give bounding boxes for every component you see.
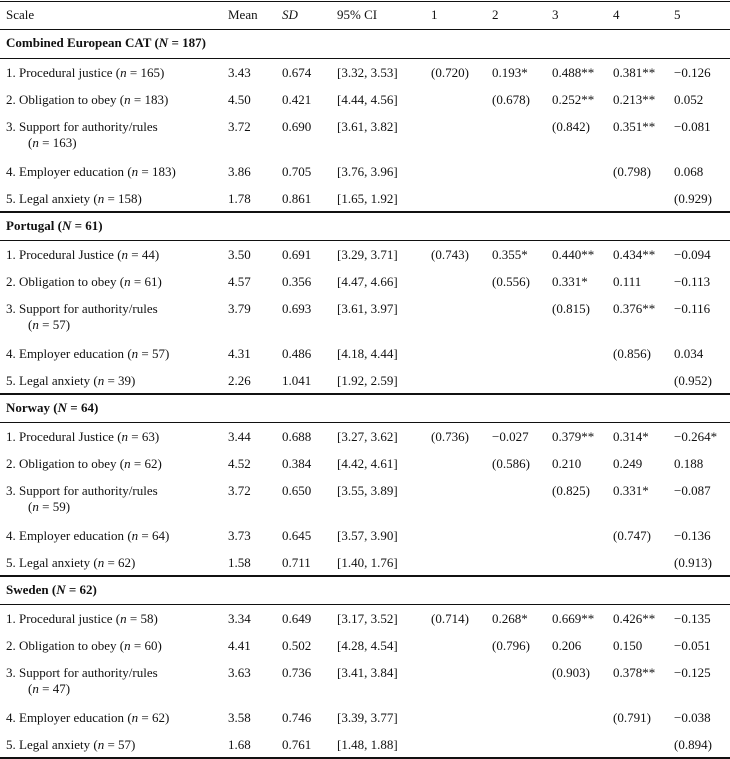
c5-cell: 0.052	[674, 91, 704, 107]
table-row	[0, 731, 730, 758]
section-title: Sweden (N = 62)	[0, 576, 730, 605]
c5-cell: −0.264*	[674, 429, 718, 444]
c1-cell	[425, 659, 486, 704]
c2-cell	[486, 549, 546, 576]
c5-cell: −0.116	[674, 300, 711, 316]
table-row	[0, 632, 730, 659]
scale-label: 1. Procedural justice (n = 58)	[6, 611, 158, 626]
c1-cell	[425, 268, 486, 295]
c5-cell: −0.038	[674, 709, 711, 725]
sd-cell: 0.693	[282, 300, 312, 316]
c4-cell: 0.314*	[613, 429, 649, 444]
c1-cell	[425, 704, 486, 731]
c2-cell	[486, 477, 546, 522]
column-header: Scale	[0, 2, 222, 30]
c1-cell	[425, 522, 486, 549]
column-header: SD	[276, 2, 331, 30]
scale-cell	[0, 158, 222, 185]
scale-label: 1. Procedural justice (n = 165)	[6, 65, 165, 80]
sd-cell: 0.502	[282, 637, 312, 653]
scale-cell	[0, 86, 222, 113]
column-header: 2	[486, 2, 546, 30]
ci-cell: [3.61, 3.82]	[337, 118, 398, 134]
c1-cell: (0.720)	[431, 65, 469, 80]
scale-label: 2. Obligation to obey (n = 62)	[6, 455, 162, 471]
table-row	[0, 241, 730, 268]
mean-cell: 3.86	[228, 163, 251, 179]
mean-cell: 3.44	[228, 429, 251, 444]
ci-cell: [1.48, 1.88]	[331, 731, 425, 758]
c4-cell: (0.856)	[613, 345, 651, 361]
mean-cell: 1.78	[228, 190, 251, 206]
c4-cell: 0.376**	[613, 300, 656, 316]
c4-cell: 0.111	[613, 273, 642, 289]
c1-cell	[425, 367, 486, 394]
c2-cell	[486, 659, 546, 704]
scale-cell	[0, 632, 222, 659]
c4-cell: 0.381**	[613, 65, 656, 80]
scale-cell	[0, 113, 222, 158]
ci-cell: [1.65, 1.92]	[337, 190, 398, 206]
sd-cell: 0.356	[282, 273, 312, 289]
scale-cell	[0, 731, 222, 758]
mean-cell: 3.79	[228, 300, 251, 316]
mean-cell: 4.31	[228, 345, 251, 361]
c2-cell	[486, 704, 546, 731]
mean-cell: 4.57	[228, 273, 251, 289]
c5-cell: 0.034	[674, 345, 704, 361]
c5-cell: (0.929)	[674, 190, 712, 206]
ci-cell: [3.76, 3.96]	[337, 163, 398, 179]
scale-label-continued: (n = 57)	[28, 316, 71, 332]
c2-cell: (0.796)	[492, 637, 530, 653]
ci-cell: [3.17, 3.52]	[337, 611, 398, 626]
sd-cell: 0.486	[282, 345, 312, 361]
table-row	[0, 549, 730, 576]
sd-cell: 0.705	[282, 163, 312, 179]
c1-cell	[425, 632, 486, 659]
c3-cell: (0.825)	[552, 482, 590, 498]
c2-cell: (0.556)	[492, 273, 530, 289]
c2-cell	[486, 731, 546, 758]
ci-cell: [3.39, 3.77]	[337, 709, 398, 725]
table-row	[0, 367, 730, 394]
sd-cell: 0.649	[282, 611, 312, 626]
c3-cell: 0.379**	[552, 429, 595, 444]
ci-cell: [4.28, 4.54]	[337, 637, 398, 653]
table-row	[0, 185, 730, 212]
scale-label: 1. Procedural Justice (n = 63)	[6, 429, 160, 444]
mean-cell: 3.58	[228, 709, 251, 725]
c2-cell	[486, 340, 546, 367]
table-body	[0, 30, 730, 758]
ci-cell: [3.41, 3.84]	[337, 664, 398, 680]
mean-cell: 3.43	[228, 65, 251, 80]
c3-cell	[546, 522, 607, 549]
section-header-row	[0, 30, 730, 59]
sd-cell: 0.384	[282, 455, 312, 471]
c5-cell: −0.126	[674, 65, 711, 80]
scale-cell	[0, 59, 222, 86]
scale-label: 1. Procedural Justice (n = 44)	[6, 247, 160, 262]
c3-cell	[546, 704, 607, 731]
scale-label: 5. Legal anxiety (n = 57)	[6, 736, 136, 752]
c5-cell: −0.136	[674, 527, 711, 543]
mean-cell: 4.50	[228, 91, 251, 107]
scale-label: 2. Obligation to obey (n = 61)	[6, 273, 162, 289]
c1-cell	[425, 185, 486, 212]
scale-cell	[0, 185, 222, 212]
scale-label: 4. Employer education (n = 64)	[6, 527, 170, 543]
c5-cell: −0.081	[674, 118, 711, 134]
c4-cell: 0.426**	[613, 611, 656, 626]
c2-cell: −0.027	[492, 429, 529, 444]
scale-cell	[0, 268, 222, 295]
scale-label: 2. Obligation to obey (n = 183)	[6, 91, 169, 107]
mean-cell: 4.52	[228, 455, 251, 471]
c1-cell	[425, 295, 486, 340]
c4-cell: 0.249	[613, 455, 643, 471]
table-row	[0, 659, 730, 704]
scale-cell	[0, 241, 222, 268]
c4-cell	[607, 185, 668, 212]
c2-cell	[486, 522, 546, 549]
c2-cell: (0.678)	[492, 91, 530, 107]
c3-cell: 0.210	[552, 455, 582, 471]
c1-cell	[425, 340, 486, 367]
scale-label: 5. Legal anxiety (n = 158)	[6, 190, 142, 206]
scale-cell	[0, 423, 222, 450]
c2-cell: (0.586)	[492, 455, 530, 471]
column-header: 4	[607, 2, 668, 30]
column-header: 1	[425, 2, 486, 30]
c5-cell: 0.188	[674, 455, 704, 471]
c3-cell: 0.488**	[552, 65, 595, 80]
c3-cell	[546, 158, 607, 185]
c4-cell: 0.213**	[613, 91, 656, 107]
mean-cell: 3.72	[228, 482, 251, 498]
table-row	[0, 477, 730, 522]
c5-cell: −0.125	[674, 664, 711, 680]
mean-cell: 3.72	[228, 118, 251, 134]
scale-cell	[0, 450, 222, 477]
c5-cell: (0.894)	[668, 731, 730, 758]
ci-cell: [4.42, 4.61]	[337, 455, 398, 471]
c5-cell: (0.913)	[674, 554, 712, 570]
section-title: Norway (N = 64)	[0, 394, 730, 423]
ci-cell: [3.32, 3.53]	[337, 65, 398, 80]
c2-cell: 0.193*	[492, 65, 528, 80]
table-row	[0, 113, 730, 158]
scale-cell	[0, 549, 222, 576]
section-header-row	[0, 394, 730, 423]
sd-cell: 0.674	[282, 65, 312, 80]
table-row	[0, 86, 730, 113]
mean-cell: 4.41	[228, 637, 251, 653]
table-row	[0, 59, 730, 86]
c4-cell: 0.378**	[613, 664, 656, 680]
scale-label-continued: (n = 59)	[28, 498, 71, 514]
c4-cell	[607, 549, 668, 576]
section-header-row	[0, 576, 730, 605]
scale-label: 3. Support for authority/rules	[6, 482, 158, 498]
sd-cell: 0.645	[282, 527, 312, 543]
ci-cell: [4.44, 4.56]	[337, 91, 398, 107]
section-header-row	[0, 212, 730, 241]
scale-cell	[0, 522, 222, 549]
c3-cell: 0.669**	[552, 611, 595, 626]
scale-label: 4. Employer education (n = 62)	[6, 709, 170, 725]
scale-label: 5. Legal anxiety (n = 39)	[6, 372, 136, 388]
c3-cell	[546, 340, 607, 367]
c1-cell	[425, 549, 486, 576]
mean-cell: 1.58	[228, 554, 251, 570]
section-title: Portugal (N = 61)	[0, 212, 730, 241]
c5-cell: −0.135	[674, 611, 711, 626]
scale-cell	[0, 340, 222, 367]
mean-cell: 3.50	[228, 247, 251, 262]
header-row	[0, 2, 730, 30]
table-row	[0, 450, 730, 477]
c4-cell: 0.331*	[613, 482, 649, 498]
table-row	[0, 268, 730, 295]
ci-cell: [3.27, 3.62]	[337, 429, 398, 444]
ci-cell: [1.92, 2.59]	[337, 372, 398, 388]
sd-cell: 0.688	[282, 429, 312, 444]
c2-cell	[486, 295, 546, 340]
scale-cell	[0, 704, 222, 731]
scale-cell	[0, 477, 222, 522]
scale-label: 4. Employer education (n = 57)	[6, 345, 170, 361]
sd-cell: 0.711	[282, 554, 311, 570]
mean-cell: 3.34	[228, 611, 251, 626]
scale-label-continued: (n = 163)	[28, 134, 77, 150]
c5-cell: (0.952)	[674, 372, 712, 388]
mean-cell: 3.63	[228, 664, 251, 680]
sd-cell: 0.736	[282, 664, 312, 680]
ci-cell: [1.40, 1.76]	[337, 554, 398, 570]
column-header: 95% CI	[331, 2, 425, 30]
sd-cell: 0.861	[282, 190, 312, 206]
c4-cell: (0.747)	[613, 527, 651, 543]
c3-cell: 0.252**	[552, 91, 595, 107]
column-header: 5	[668, 2, 730, 30]
ci-cell: [3.55, 3.89]	[337, 482, 398, 498]
c5-cell: −0.113	[674, 273, 711, 289]
sd-cell: 0.746	[282, 709, 312, 725]
c4-cell	[607, 367, 668, 394]
c2-cell	[486, 185, 546, 212]
column-header: Mean	[222, 2, 276, 30]
sd-cell: 1.041	[282, 372, 312, 388]
c1-cell	[425, 477, 486, 522]
c1-cell: (0.736)	[431, 429, 469, 444]
scale-label: 5. Legal anxiety (n = 62)	[6, 554, 136, 570]
c5-cell: −0.087	[674, 482, 711, 498]
mean-cell: 2.26	[228, 372, 251, 388]
scale-cell	[0, 367, 222, 394]
c1-cell	[425, 450, 486, 477]
c3-cell	[546, 367, 607, 394]
ci-cell: [4.47, 4.66]	[337, 273, 398, 289]
c2-cell	[486, 113, 546, 158]
ci-cell: [3.29, 3.71]	[337, 247, 398, 262]
c1-cell	[425, 113, 486, 158]
c4-cell	[607, 731, 668, 758]
scale-label: 3. Support for authority/rules	[6, 300, 158, 316]
c5-cell: 0.068	[674, 163, 704, 179]
table-row	[0, 158, 730, 185]
scale-label: 3. Support for authority/rules	[6, 118, 158, 134]
c5-cell: −0.094	[674, 247, 711, 262]
c1-cell: (0.743)	[431, 247, 469, 262]
scale-label-continued: (n = 47)	[28, 680, 71, 696]
ci-cell: [3.57, 3.90]	[337, 527, 398, 543]
column-header: 3	[546, 2, 607, 30]
mean-cell: 1.68	[222, 731, 276, 758]
table-row	[0, 340, 730, 367]
c3-cell: 0.440**	[552, 247, 595, 262]
c4-cell: 0.150	[613, 637, 643, 653]
c2-cell	[486, 158, 546, 185]
c5-cell: −0.051	[674, 637, 711, 653]
scale-label: 2. Obligation to obey (n = 60)	[6, 637, 162, 653]
table-row	[0, 295, 730, 340]
mean-cell: 3.73	[228, 527, 251, 543]
c3-cell: (0.903)	[552, 664, 590, 680]
sd-cell: 0.691	[282, 247, 312, 262]
c1-cell	[425, 158, 486, 185]
scale-label: 3. Support for authority/rules	[6, 664, 158, 680]
scale-cell	[0, 295, 222, 340]
scale-cell	[0, 605, 222, 632]
table-row	[0, 522, 730, 549]
descriptive-statistics-table	[0, 1, 730, 759]
scale-cell	[0, 659, 222, 704]
sd-cell: 0.421	[282, 91, 312, 107]
c3-cell	[546, 549, 607, 576]
ci-cell: [3.61, 3.97]	[337, 300, 398, 316]
c1-cell: (0.714)	[431, 611, 469, 626]
c4-cell: 0.351**	[613, 118, 656, 134]
c4-cell: (0.791)	[613, 709, 651, 725]
table-row	[0, 704, 730, 731]
sd-cell: 0.650	[282, 482, 312, 498]
scale-label: 4. Employer education (n = 183)	[6, 163, 176, 179]
table-row	[0, 423, 730, 450]
c1-cell	[425, 86, 486, 113]
c3-cell: 0.331*	[552, 273, 588, 289]
c3-cell	[546, 731, 607, 758]
ci-cell: [4.18, 4.44]	[337, 345, 398, 361]
c4-cell: (0.798)	[613, 163, 651, 179]
sd-cell: 0.690	[282, 118, 312, 134]
c2-cell	[486, 367, 546, 394]
c3-cell: (0.815)	[552, 300, 590, 316]
c1-cell	[425, 731, 486, 758]
table-row	[0, 605, 730, 632]
c2-cell: 0.268*	[492, 611, 528, 626]
sd-cell: 0.761	[276, 731, 331, 758]
c2-cell: 0.355*	[492, 247, 528, 262]
c3-cell: (0.842)	[552, 118, 590, 134]
c3-cell	[546, 185, 607, 212]
section-title: Combined European CAT (N = 187)	[0, 30, 730, 59]
c3-cell: 0.206	[552, 637, 582, 653]
c4-cell: 0.434**	[613, 247, 656, 262]
